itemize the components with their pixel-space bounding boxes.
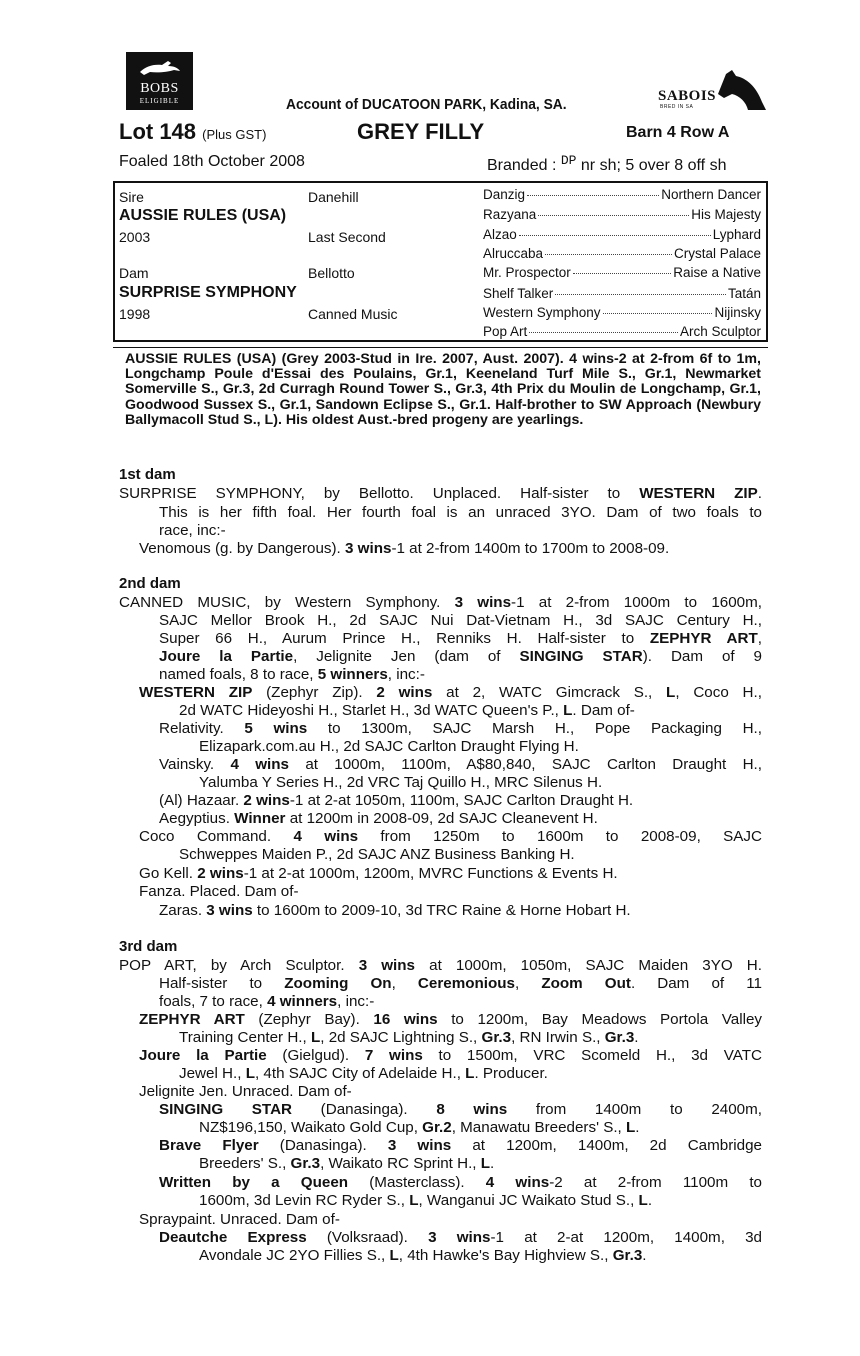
text-line: Yalumba Y Series H., 2d VRC Taj Quillo H., MRC Silenus H. bbox=[199, 774, 603, 791]
sire-summary: AUSSIE RULES (USA) (Grey 2003-Stud in Ire. 2007, Aust. 2007). 4 wins-2 at 2-from 6f to 1m, Longchamp Poule d'Essai des Poulains, Gr.1, Keeneland Turf Mile S., Gr.1, Newmarket Somerville S., Gr.3, 2d Curragh Round Tower S., Gr.3, 4th Prix du Moulin de Longchamp, Gr.1, Goodwood Sussex S., Gr.1, Sandown Eclipse S., Gr.1. Half-brother to SW Approach (Newbury Ballymacoll Stud S., L). His oldest Aust.-bred progeny are yearlings. bbox=[125, 351, 761, 428]
text-line: Super 66 H., Aurum Prince H., Renniks H. Half-sister to ZEPHYR ART, bbox=[159, 630, 762, 647]
text-line: Jelignite Jen. Unraced. Dam of- bbox=[139, 1083, 352, 1100]
text-line: Aegyptius. Winner at 1200m in 2008-09, 2d SAJC Cleanevent H. bbox=[159, 810, 598, 827]
text-line: SAJC Mellor Brook H., 2d SAJC Nui Dat-Vietnam H., 3d SAJC Century H., bbox=[159, 612, 762, 629]
text-line: Breeders' S., Gr.3, Waikato RC Sprint H., L. bbox=[199, 1155, 495, 1172]
text-line: Relativity. 5 wins to 1300m, SAJC Marsh H., Pope Packaging H., bbox=[159, 720, 762, 737]
sire-name: AUSSIE RULES (USA) bbox=[119, 207, 287, 224]
bobs-eligible-logo: BOBS ELIGIBLE bbox=[126, 52, 193, 110]
horse-description: GREY FILLY bbox=[357, 119, 485, 144]
divider bbox=[113, 347, 768, 348]
text-line: Brave Flyer (Danasinga). 3 wins at 1200m, 1400m, 2d Cambridge bbox=[159, 1137, 762, 1154]
text-line: foals, 7 to race, 4 winners, inc:- bbox=[159, 993, 375, 1010]
heading-2nd-dam: 2nd dam bbox=[119, 575, 181, 592]
text-line: Joure la Partie, Jelignite Jen (dam of SINGING STAR). Dam of 9 bbox=[159, 648, 762, 665]
sabois-logo: SABOIS BRED IN SA bbox=[654, 70, 768, 112]
text-line: Coco Command. 4 wins from 1250m to 1600m to 2008-09, SAJC bbox=[139, 828, 762, 845]
text-line: Zaras. 3 wins to 1600m to 2009-10, 3d TRC Raine & Horne Hobart H. bbox=[159, 902, 631, 919]
text-line: CANNED MUSIC, by Western Symphony. 3 wins-1 at 2-from 1000m to 1600m, bbox=[119, 594, 762, 611]
text-line: SINGING STAR (Danasinga). 8 wins from 1400m to 2400m, bbox=[159, 1101, 762, 1118]
grandparent-row: Shelf Talker Tatán bbox=[483, 286, 761, 301]
lot-number: Lot 148 (Plus GST) bbox=[119, 119, 267, 144]
grandparent-row: Danzig Northern Dancer bbox=[483, 187, 761, 202]
text-line: 2d WATC Hideyoshi H., Starlet H., 3d WATC Queen's P., L. Dam of- bbox=[179, 702, 635, 719]
text-line: race, inc:- bbox=[159, 522, 226, 539]
dam-name: SURPRISE SYMPHONY bbox=[119, 284, 297, 301]
horse-icon bbox=[138, 58, 182, 78]
text-line: Fanza. Placed. Dam of- bbox=[139, 883, 299, 900]
grandparent-row: Western Symphony Nijinsky bbox=[483, 305, 761, 320]
heading-1st-dam: 1st dam bbox=[119, 466, 176, 483]
text-line: Vainsky. 4 wins at 1000m, 1100m, A$80,840, SAJC Carlton Draught H., bbox=[159, 756, 762, 773]
text-line: POP ART, by Arch Sculptor. 3 wins at 1000m, 1050m, SAJC Maiden 3YO H. bbox=[119, 957, 762, 974]
foaled-date: Foaled 18th October 2008 bbox=[119, 153, 305, 170]
text-line: Training Center H., L, 2d SAJC Lightning S., Gr.3, RN Irwin S., Gr.3. bbox=[179, 1029, 639, 1046]
text-line: WESTERN ZIP (Zephyr Zip). 2 wins at 2, WATC Gimcrack S., L, Coco H., bbox=[139, 684, 762, 701]
text-line: Avondale JC 2YO Fillies S., L, 4th Hawke's Bay Highview S., Gr.3. bbox=[199, 1247, 647, 1264]
text-line: (Al) Hazaar. 2 wins-1 at 2-at 1050m, 1100m, SAJC Carlton Draught H. bbox=[159, 792, 634, 809]
text-line: Half-sister to Zooming On, Ceremonious, Zoom Out. Dam of 11 bbox=[159, 975, 762, 992]
text-line: Venomous (g. by Dangerous). 3 wins-1 at 2-from 1400m to 1700m to 2008-09. bbox=[139, 540, 670, 557]
horse-head-icon bbox=[718, 70, 768, 112]
text-line: SURPRISE SYMPHONY, by Bellotto. Unplaced. Half-sister to WESTERN ZIP. bbox=[119, 485, 762, 502]
barn-location: Barn 4 Row A bbox=[626, 124, 730, 141]
text-line: ZEPHYR ART (Zephyr Bay). 16 wins to 1200m, Bay Meadows Portola Valley bbox=[139, 1011, 762, 1028]
branded-info: Branded : $^{DP}$ nr sh; 5 over 8 off sh bbox=[487, 153, 727, 174]
text-line: Joure la Partie (Gielgud). 7 wins to 1500m, VRC Scomeld H., 3d VATC bbox=[139, 1047, 762, 1064]
text-line: 1600m, 3d Levin RC Ryder S., L, Wanganui JC Waikato Stud S., L. bbox=[199, 1192, 653, 1209]
pedigree-table: Sire AUSSIE RULES (USA) 2003 Danehill Last Second Dam SURPRISE SYMPHONY 1998 Bellotto Canned Music Danzig Northern Dancer Razyana His Majesty Alzao Lyphard Alruccaba Crystal Palace Mr. Prospector Raise a Native Shelf Talker Tatán Western Symphony Nijinsky Pop Art Arch Sculptor bbox=[113, 181, 768, 342]
grandparent-row: Mr. Prospector Raise a Native bbox=[483, 265, 761, 280]
text-line: NZ$196,150, Waikato Gold Cup, Gr.2, Manawatu Breeders' S., L. bbox=[199, 1119, 640, 1136]
vendor-account: Account of DUCATOON PARK, Kadina, SA. bbox=[286, 96, 567, 113]
text-line: named foals, 8 to race, 5 winners, inc:- bbox=[159, 666, 425, 683]
brand-mark: DP bbox=[560, 153, 577, 168]
grandparent-row: Alzao Lyphard bbox=[483, 227, 761, 242]
text-line: Spraypaint. Unraced. Dam of- bbox=[139, 1211, 340, 1228]
text-line: Go Kell. 2 wins-1 at 2-at 1000m, 1200m, MVRC Functions & Events H. bbox=[139, 865, 618, 882]
grandparent-row: Alruccaba Crystal Palace bbox=[483, 246, 761, 261]
text-line: Elizapark.com.au H., 2d SAJC Carlton Draught Flying H. bbox=[199, 738, 579, 755]
text-line: Schweppes Maiden P., 2d SAJC ANZ Business Banking H. bbox=[179, 846, 575, 863]
grandparent-row: Razyana His Majesty bbox=[483, 207, 761, 222]
text-line: Jewel H., L, 4th SAJC City of Adelaide H., L. Producer. bbox=[179, 1065, 548, 1082]
heading-3rd-dam: 3rd dam bbox=[119, 938, 178, 955]
text-line: This is her fifth foal. Her fourth foal is an unraced 3YO. Dam of two foals to bbox=[159, 504, 762, 521]
text-line: Deautche Express (Volksraad). 3 wins-1 at 2-at 1200m, 1400m, 3d bbox=[159, 1229, 762, 1246]
grandparent-row: Pop Art Arch Sculptor bbox=[483, 324, 761, 339]
text-line: Written by a Queen (Masterclass). 4 wins-2 at 2-from 1100m to bbox=[159, 1174, 763, 1191]
